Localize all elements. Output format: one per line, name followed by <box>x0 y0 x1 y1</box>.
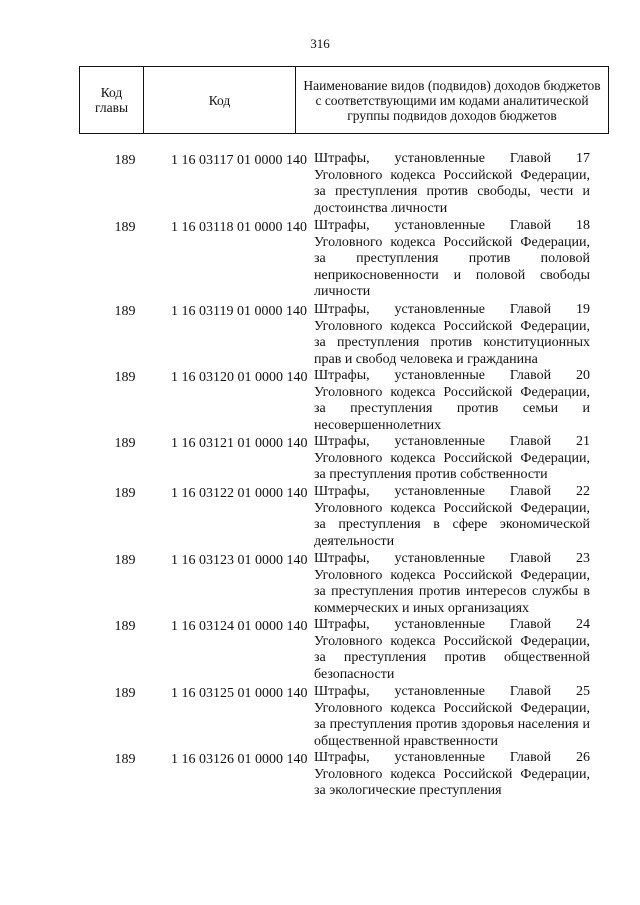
revenue-name-rest: Уголовного кодекса Российской Федерации, за преступления в сфере экономической деятельности <box>314 500 590 549</box>
revenue-name <box>314 684 590 750</box>
revenue-name-first-line: Штрафы, установленные Главой 17 <box>314 151 590 166</box>
chapter-code: 189 <box>114 153 136 168</box>
revenue-name-rest: Уголовного кодекса Российской Федерации, за преступления против здоровья населения и общественной нравственности <box>314 700 590 749</box>
revenue-name-first-line: Штрафы, установленные Главой 23 <box>314 551 590 566</box>
revenue-name <box>314 484 590 550</box>
revenue-name-rest: Уголовного кодекса Российской Федерации, за экологические преступления <box>314 766 590 799</box>
revenue-code: 1 16 03121 01 0000 140 <box>171 436 308 451</box>
revenue-name-rest: Уголовного кодекса Российской Федерации, за преступления против собственности <box>314 450 590 483</box>
revenue-name-rest: Уголовного кодекса Российской Федерации, за преступления против общественной безопасности <box>314 633 590 682</box>
revenue-name <box>314 218 590 301</box>
revenue-code: 1 16 03120 01 0000 140 <box>171 370 308 385</box>
header-chapter-code: Код главы <box>80 67 144 134</box>
chapter-code: 189 <box>114 220 136 235</box>
revenue-code: 1 16 03119 01 0000 140 <box>171 304 307 319</box>
revenue-name-first-line: Штрафы, установленные Главой 24 <box>314 617 590 632</box>
revenue-name-first-line: Штрафы, установленные Главой 25 <box>314 684 590 699</box>
chapter-code: 189 <box>114 619 136 634</box>
table-row <box>0 151 640 218</box>
chapter-code: 189 <box>114 553 136 568</box>
table-row <box>0 551 640 617</box>
revenue-name-rest: Уголовного кодекса Российской Федерации, за преступления против интересов службы в коммерческих и иных организациях <box>314 567 590 616</box>
revenue-name <box>314 750 590 800</box>
chapter-code: 189 <box>114 686 136 701</box>
revenue-code: 1 16 03117 01 0000 140 <box>171 153 307 168</box>
table-row <box>0 368 640 434</box>
table-row <box>0 684 640 750</box>
revenue-name <box>314 151 590 217</box>
revenue-name-rest: Уголовного кодекса Российской Федерации, за преступления против половой неприкосновенности и половой свободы личности <box>314 234 590 300</box>
revenue-code: 1 16 03123 01 0000 140 <box>171 553 308 568</box>
chapter-code: 189 <box>114 752 136 767</box>
revenue-code: 1 16 03122 01 0000 140 <box>171 486 308 501</box>
revenue-name <box>314 368 590 434</box>
revenue-code: 1 16 03126 01 0000 140 <box>171 752 308 767</box>
revenue-name-rest: Уголовного кодекса Российской Федерации, за преступления против конституционных прав и свобод человека и гражданина <box>314 318 590 367</box>
revenue-name-first-line: Штрафы, установленные Главой 18 <box>314 218 590 233</box>
header-code: Код <box>144 67 296 134</box>
revenue-name-first-line: Штрафы, установленные Главой 22 <box>314 484 590 499</box>
chapter-code: 189 <box>114 436 136 451</box>
revenue-code: 1 16 03124 01 0000 140 <box>171 619 308 634</box>
table-row <box>0 484 640 551</box>
revenue-name <box>314 617 590 683</box>
revenue-code: 1 16 03118 01 0000 140 <box>171 220 307 235</box>
revenue-name-first-line: Штрафы, установленные Главой 19 <box>314 302 590 317</box>
table-row <box>0 218 640 302</box>
revenue-name-first-line: Штрафы, установленные Главой 20 <box>314 368 590 383</box>
chapter-code: 189 <box>114 304 136 319</box>
page-number: 316 <box>310 36 330 51</box>
revenue-code: 1 16 03125 01 0000 140 <box>171 686 308 701</box>
table-row <box>0 750 640 810</box>
revenue-name-first-line: Штрафы, установленные Главой 21 <box>314 434 590 449</box>
table-row <box>0 434 640 484</box>
revenue-name-first-line: Штрафы, установленные Главой 26 <box>314 750 590 765</box>
table-row <box>0 617 640 684</box>
revenue-name <box>314 434 590 484</box>
table-row <box>0 302 640 368</box>
revenue-code-list <box>0 151 640 810</box>
chapter-code: 189 <box>114 486 136 501</box>
revenue-name-rest: Уголовного кодекса Российской Федерации, за преступления против свободы, чести и достоинства личности <box>314 167 590 216</box>
revenue-name <box>314 302 590 368</box>
revenue-name <box>314 551 590 617</box>
chapter-code: 189 <box>114 370 136 385</box>
header-revenue-name: Наименование видов (подвидов) доходов бюджетов с соответствующими им кодами аналитической группы подвидов доходов бюджетов <box>296 67 609 134</box>
table-header <box>79 66 609 134</box>
revenue-name-rest: Уголовного кодекса Российской Федерации, за преступления против семьи и несовершеннолетних <box>314 384 590 433</box>
